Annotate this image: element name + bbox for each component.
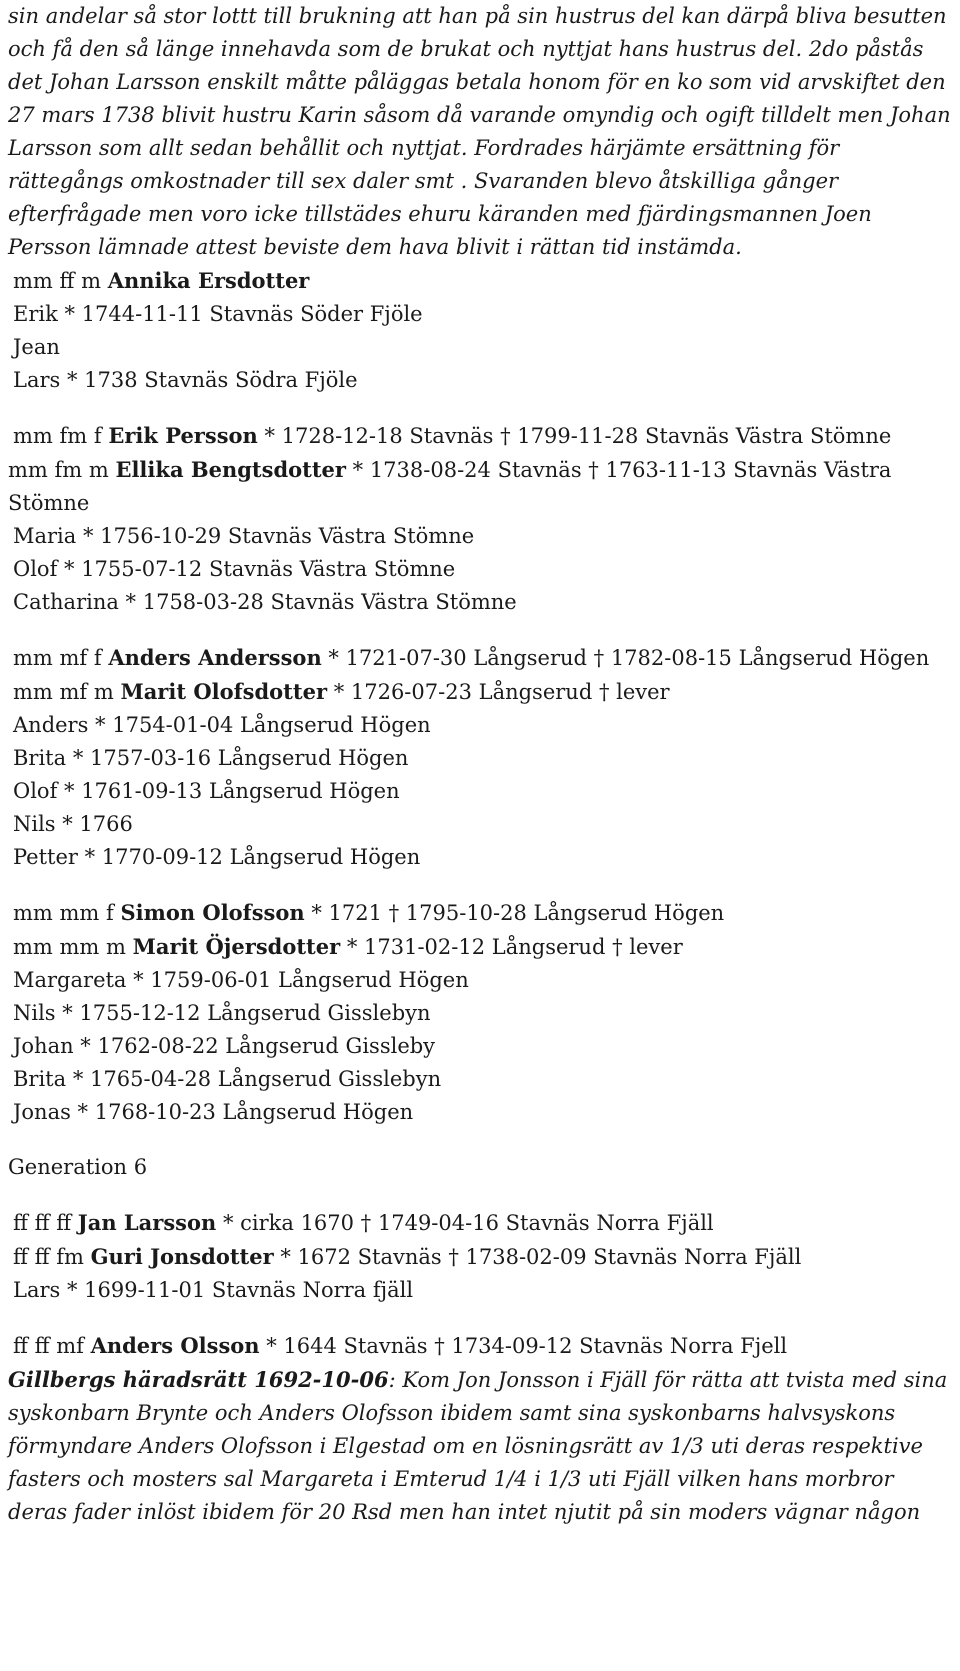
child-line: Johan * 1762-08-22 Långserud Gissleby	[13, 1034, 436, 1058]
mother-line	[8, 453, 952, 520]
child-line: Jonas * 1768-10-23 Långserud Högen	[13, 1100, 414, 1124]
person-name: Ellika Bengtsdotter	[115, 457, 346, 482]
person-name: Erik Persson	[108, 423, 258, 448]
child-line: Brita * 1757-03-16 Långserud Högen	[13, 746, 409, 770]
relation-code: mm mf m	[13, 680, 121, 704]
family-group-4	[8, 896, 952, 1129]
person-details: * 1728-12-18 Stavnäs † 1799-11-28 Stavnäs Västra Stömne	[257, 424, 892, 448]
person-details: * 1726-07-23 Långserud † lever	[327, 680, 670, 704]
relation-code: ff ff fm	[13, 1245, 91, 1269]
family-group-6	[8, 1329, 952, 1529]
family-group-2	[8, 419, 952, 619]
court-note-text: : Kom Jon Jonsson i Fjäll för rätta att tvista med sina syskonbarn Brynte och Anders Olofsson ibidem samt sina syskonbarns halvsyskons förmyndare Anders Olofsson i Elgestad om en lösningsrätt av 1/3 uti deras respektive fasters och mosters sal Margareta i Emterud 1/4 i 1/3 uti Fjäll vilken hans morbror deras fader inlöst ibidem för 20 Rsd men han intet njutit på sin moders vägnar någon	[8, 1368, 948, 1524]
child-line: Anders * 1754-01-04 Långserud Högen	[13, 713, 431, 737]
relation-code: mm fm m	[8, 458, 116, 482]
person-details: * 1644 Stavnäs † 1734-09-12 Stavnäs Norra Fjell	[259, 1334, 788, 1358]
father-line	[8, 419, 952, 453]
relation-code: mm mm m	[13, 935, 133, 959]
child-line: Nils * 1755-12-12 Långserud Gisslebyn	[13, 1001, 431, 1025]
person-name: Annika Ersdotter	[107, 268, 310, 293]
person-name: Marit Olofsdotter	[120, 679, 328, 704]
person-name: Guri Jonsdotter	[90, 1244, 274, 1269]
person-details: * cirka 1670 † 1749-04-16 Stavnäs Norra Fjäll	[216, 1211, 714, 1235]
family-group-3	[8, 641, 952, 874]
father-line	[8, 896, 952, 930]
father-line	[8, 1206, 952, 1240]
court-note-heading: Gillbergs häradsrätt 1692-10-06	[8, 1367, 389, 1392]
mother-line	[8, 1240, 952, 1274]
parent-line	[8, 264, 952, 298]
relation-code: ff ff mf	[13, 1334, 91, 1358]
person-name: Simon Olofsson	[120, 900, 305, 925]
child-line: Catharina * 1758-03-28 Stavnäs Västra Stömne	[13, 590, 517, 614]
relation-code: ff ff ff	[13, 1211, 78, 1235]
person-details: * 1672 Stavnäs † 1738-02-09 Stavnäs Norra Fjäll	[273, 1245, 802, 1269]
court-note	[8, 1363, 952, 1529]
relation-code: mm mm f	[13, 901, 121, 925]
child-line: Olof * 1755-07-12 Stavnäs Västra Stömne	[13, 557, 456, 581]
person-name: Marit Öjersdotter	[132, 934, 341, 959]
person-name: Jan Larsson	[77, 1210, 217, 1235]
child-line: Maria * 1756-10-29 Stavnäs Västra Stömne	[13, 524, 475, 548]
person-name: Anders Olsson	[90, 1333, 260, 1358]
relation-code: mm ff m	[13, 269, 108, 293]
person-details: * 1738-08-24 Stavnäs † 1763-11-13 Stavnäs Västra Stömne	[8, 458, 892, 515]
father-line	[8, 641, 952, 675]
intro-paragraph: sin andelar så stor lottt till brukning att han på sin hustrus del kan därpå bliva besutten och få den så länge innehavda som de brukat och nyttjat hans hustrus del. 2do påstås det Johan Larsson enskilt måtte påläggas betala honom för en ko som vid arvskiftet den 27 mars 1738 blivit hustru Karin såsom då varande omyndig och ogift tilldelt men Johan Larsson som allt sedan behållit och nyttjat. Fordrades härjämte ersättning för rättegångs omkostnader till sex daler smt . Svaranden blevo åtskilliga gånger efterfrågade men voro icke tillstädes ehuru käranden med fjärdingsmannen Joen Persson lämnade attest beviste dem hava blivit i rättan tid instämda.	[8, 4, 951, 259]
person-name: Anders Andersson	[108, 645, 322, 670]
person-details: * 1721 † 1795-10-28 Långserud Högen	[304, 901, 725, 925]
child-line: Margareta * 1759-06-01 Långserud Högen	[13, 968, 469, 992]
child-line: Erik * 1744-11-11 Stavnäs Söder Fjöle	[13, 302, 423, 326]
child-line: Jean	[13, 335, 60, 359]
child-line: Lars * 1738 Stavnäs Södra Fjöle	[13, 368, 358, 392]
child-line: Nils * 1766	[13, 812, 133, 836]
mother-line	[8, 930, 952, 964]
mother-line	[8, 675, 952, 709]
generation-heading: Generation 6	[8, 1155, 148, 1179]
child-line: Brita * 1765-04-28 Långserud Gisslebyn	[13, 1067, 442, 1091]
person-details: * 1731-02-12 Långserud † lever	[340, 935, 683, 959]
child-line: Lars * 1699-11-01 Stavnäs Norra fjäll	[13, 1278, 414, 1302]
father-line	[8, 1329, 952, 1363]
child-line: Olof * 1761-09-13 Långserud Högen	[13, 779, 400, 803]
relation-code: mm mf f	[13, 646, 109, 670]
family-group-5	[8, 1206, 952, 1307]
child-line: Petter * 1770-09-12 Långserud Högen	[13, 845, 421, 869]
family-group-1	[8, 264, 952, 397]
person-details: * 1721-07-30 Långserud † 1782-08-15 Långserud Högen	[321, 646, 930, 670]
relation-code: mm fm f	[13, 424, 109, 448]
